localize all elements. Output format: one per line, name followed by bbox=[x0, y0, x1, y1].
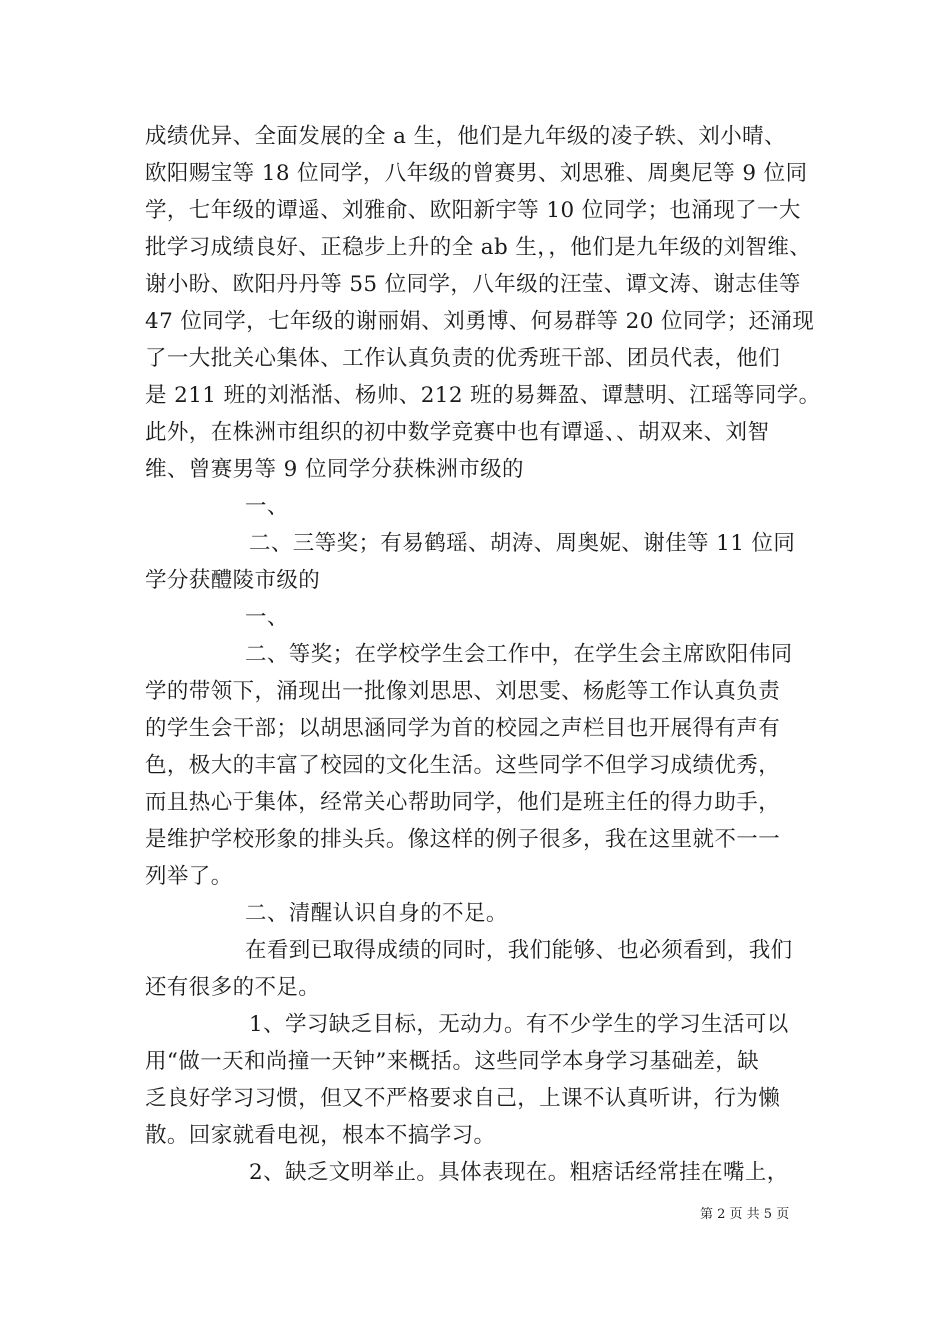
text-line: 维、曾赛男等 9 位同学分获株洲市级的 bbox=[145, 457, 524, 482]
document-body bbox=[145, 118, 821, 1191]
text-line: 学的带领下，涌现出一批像刘思思、刘思雯、杨彪等工作认真负责 bbox=[145, 679, 781, 704]
text-line: 二、等奖；在学校学生会工作中，在学生会主席欧阳伟同 bbox=[245, 642, 793, 667]
text-line: 欧阳赐宝等 18 位同学，八年级的曾赛男、刘思雅、周奥尼等 9 位同 bbox=[145, 161, 808, 186]
text-line: 批学习成绩良好、正稳步上升的全 ab 生，，他们是九年级的刘智维、 bbox=[145, 235, 812, 260]
text-line: 是 211 班的刘湉湉、杨帅、212 班的易舞盈、谭慧明、江瑶等同学。 bbox=[145, 383, 821, 408]
page-number: 第 2 页 共 5 页 bbox=[700, 1207, 790, 1222]
text-line: 还有很多的不足。 bbox=[145, 975, 321, 1000]
text-line: 二、清醒认识自身的不足。 bbox=[245, 901, 508, 926]
text-line: 散。回家就看电视，根本不搞学习。 bbox=[145, 1123, 496, 1148]
text-line: 乏良好学习习惯，但又不严格要求自己，上课不认真听讲，行为懒 bbox=[145, 1086, 781, 1111]
text-line: 而且热心于集体，经常关心帮助同学，他们是班主任的得力助手， bbox=[145, 790, 781, 815]
text-line: 在看到已取得成绩的同时，我们能够、也必须看到，我们 bbox=[245, 938, 793, 963]
text-line: 2、缺乏文明举止。具体表现在。粗痞话经常挂在嘴上， bbox=[249, 1160, 789, 1185]
text-line: 列举了。 bbox=[145, 864, 233, 889]
text-line: 学，七年级的谭遥、刘雅俞、欧阳新宇等 10 位同学；也涌现了一大 bbox=[145, 198, 801, 223]
text-line: 1、学习缺乏目标，无动力。有不少学生的学习生活可以 bbox=[249, 1012, 789, 1037]
text-line: 此外，在株洲市组织的初中数学竞赛中也有谭遥、、胡双来、刘智 bbox=[145, 420, 770, 445]
text-line: 一、 bbox=[245, 605, 289, 630]
text-line: 一、 bbox=[245, 494, 289, 519]
text-line: 是维护学校形象的排头兵。像这样的例子很多，我在这里就不一一 bbox=[145, 827, 781, 852]
text-line: 的学生会干部；以胡思涵同学为首的校园之声栏目也开展得有声有 bbox=[145, 716, 781, 741]
text-line: 成绩优异、全面发展的全 a 生，他们是九年级的凌子轶、刘小晴、 bbox=[145, 124, 786, 149]
text-line: 47 位同学，七年级的谢丽娟、刘勇博、何易群等 20 位同学；还涌现 bbox=[145, 309, 815, 334]
text-line: 学分获醴陵市级的 bbox=[145, 568, 321, 593]
text-line: 色，极大的丰富了校园的文化生活。这些同学不但学习成绩优秀， bbox=[145, 753, 781, 778]
text-line: 谢小盼、欧阳丹丹等 55 位同学，八年级的汪莹、谭文涛、谢志佳等 bbox=[145, 272, 801, 297]
text-line: 二、三等奖；有易鹤瑶、胡涛、周奥妮、谢佳等 11 位同 bbox=[249, 531, 796, 556]
text-line: 了一大批关心集体、工作认真负责的优秀班干部、团员代表，他们 bbox=[145, 346, 781, 371]
text-line: 用“做一天和尚撞一天钟”来概括。这些同学本身学习基础差，缺 bbox=[145, 1049, 760, 1074]
